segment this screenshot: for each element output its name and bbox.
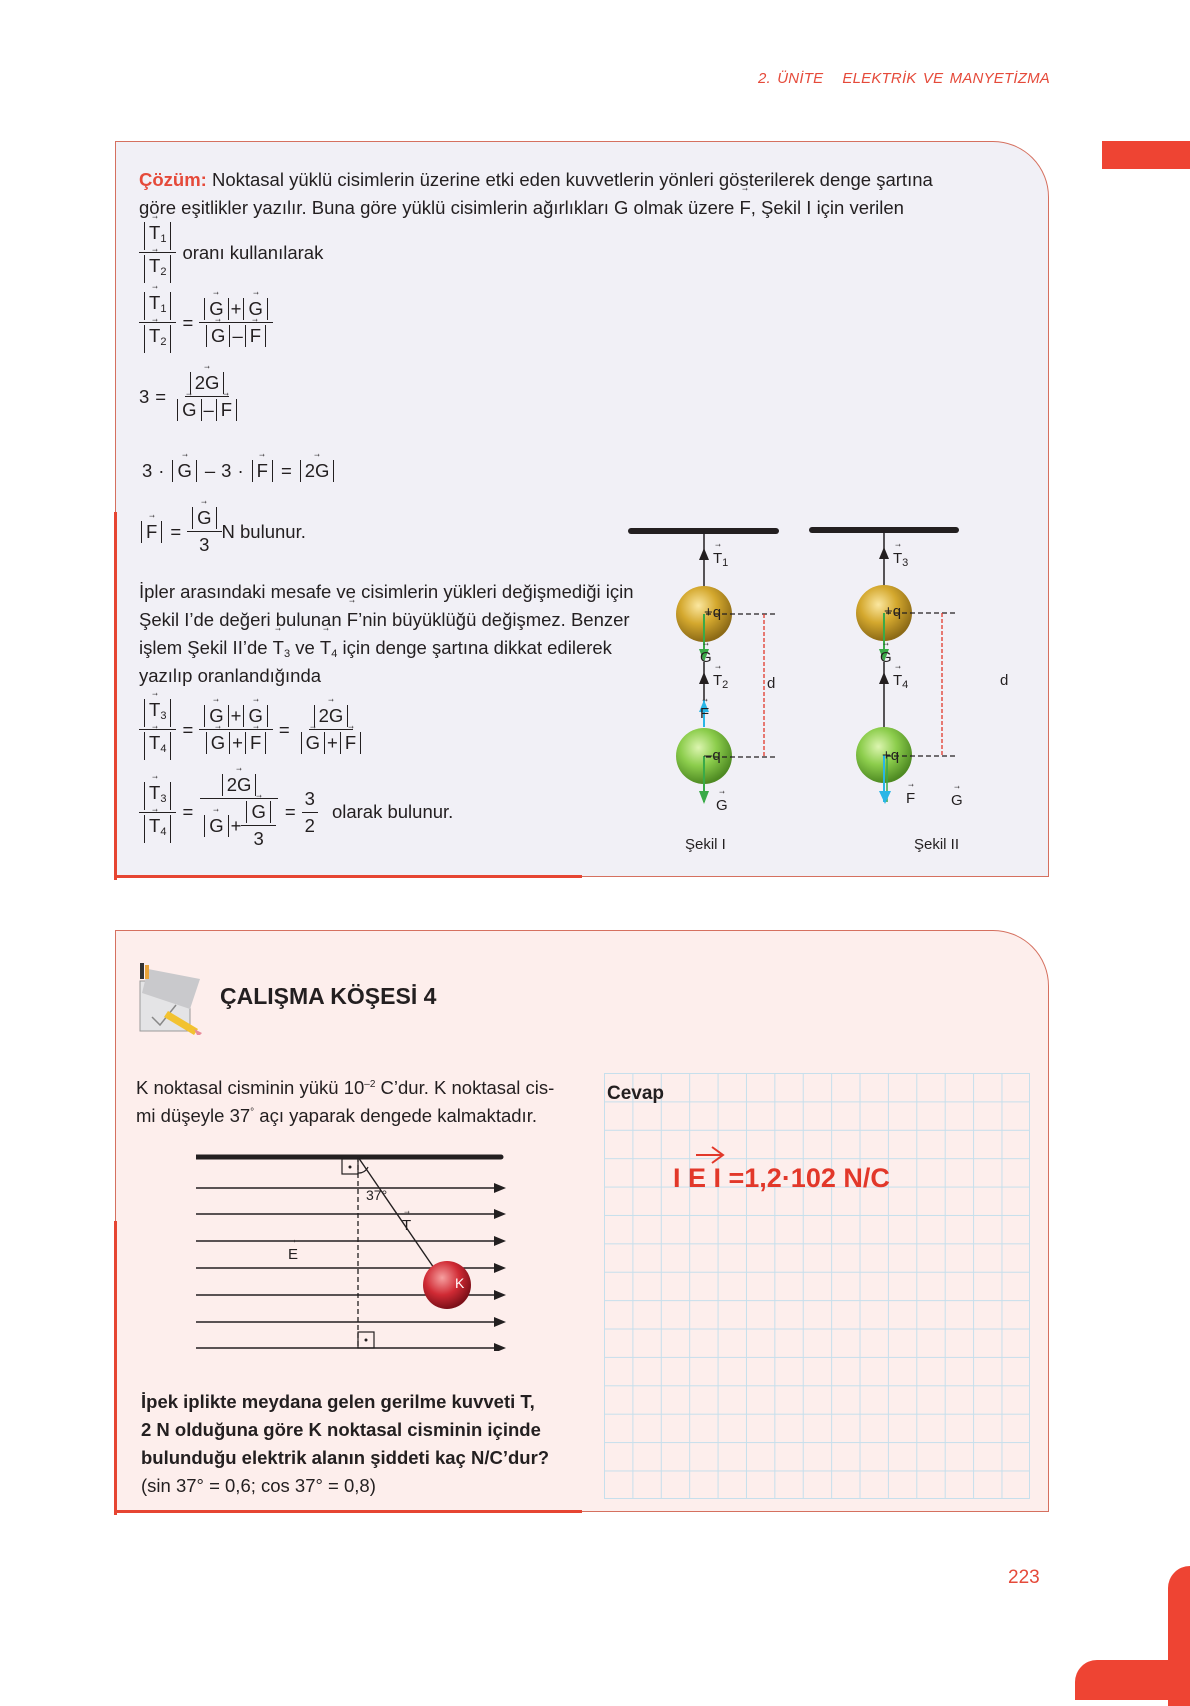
vector-g: → G [306, 732, 320, 754]
charges-diagram [626, 512, 1046, 832]
plus: + [232, 732, 243, 753]
answer-grid[interactable] [604, 1073, 1030, 1499]
accent-line [114, 1510, 582, 1513]
subscript: 3 [283, 648, 291, 660]
text: olarak bulunur. [331, 801, 454, 822]
vector-g: → G [197, 507, 211, 529]
page-number: 223 [1008, 1567, 1040, 1588]
text: C’dur. K noktasal cis- [375, 1077, 555, 1099]
g-label [700, 649, 712, 666]
notebook-pencil-icon [138, 959, 204, 1035]
vector-f: → F [906, 790, 915, 807]
subscript: 1 [160, 233, 167, 245]
vector-t: → T [713, 550, 722, 567]
t1-label [713, 550, 728, 569]
paragraph-line: İpler arasındaki mesafe ve cisimlerin yükleri değişmediği için [139, 581, 634, 602]
equals: = [182, 718, 194, 740]
vector-f: → F [700, 705, 709, 722]
vector-t: → T [273, 634, 284, 662]
vector-f: → F [250, 325, 261, 347]
paragraph-line [139, 606, 630, 634]
question-line: bulunduğu elektrik alanın şiddeti kaç N/C’dur? [141, 1447, 550, 1468]
paragraph-line: yazılıp oranlandığında [139, 665, 322, 686]
subscript: 2 [160, 266, 167, 278]
vector-t: → T [893, 550, 902, 567]
section-title: ÇALIŞMA KÖŞESİ 4 [220, 983, 437, 1009]
vector-2g: → 2G [305, 460, 330, 482]
fraction [172, 372, 242, 421]
plus: + [230, 298, 242, 319]
hint-text: (sin 37° = 0,6; cos 37° = 0,8) [141, 1475, 376, 1496]
intro-line [136, 1071, 554, 1102]
fraction [139, 699, 176, 760]
vector-f: → F [250, 732, 261, 754]
text: ’nin büyüklüğü değişmez. Benzer [358, 609, 630, 630]
subscript: 1 [722, 557, 729, 569]
number: 3 [302, 788, 318, 813]
vector-g: → G [248, 705, 262, 727]
fraction [199, 774, 279, 850]
vector-t: → T [149, 222, 160, 244]
f-label [700, 705, 709, 722]
distance-label: d [767, 675, 776, 692]
equation-1 [139, 292, 273, 353]
dot: · [237, 460, 244, 481]
number: 3 [253, 828, 264, 849]
vector-arrow-icon [694, 1145, 726, 1165]
vector-g: → G [211, 325, 225, 347]
equation-3 [142, 460, 336, 482]
text: oranı kullanılarak [182, 241, 324, 263]
text: K noktasal cisminin yükü 10 [136, 1077, 365, 1099]
charge-label: +q [884, 603, 902, 620]
question-line: 2 N olduğuna göre K noktasal cisminin içinde [141, 1419, 541, 1440]
vector-t: → T [149, 255, 160, 277]
t3-label [893, 550, 908, 569]
vector-g: → G [716, 797, 728, 814]
accent-line [114, 1221, 117, 1515]
plus: + [230, 705, 242, 726]
question-line: İpek iplikte meydana gelen gerilme kuvveti T, [141, 1391, 535, 1412]
work-corner-box [115, 930, 1049, 1512]
figure-caption: Şekil II [914, 836, 960, 853]
vector-g: → G [209, 705, 223, 727]
vector-e: → E [288, 1246, 298, 1263]
equals: = [284, 801, 296, 822]
vector-f: → F [347, 606, 358, 634]
side-tab-marker [1102, 141, 1190, 169]
t4-label [893, 672, 908, 691]
minus: – [203, 399, 214, 420]
vector-g: → G [209, 815, 223, 837]
text: ve [290, 637, 320, 658]
vector-2g: → 2G [319, 705, 344, 727]
equation-5 [139, 699, 366, 760]
vector-g: → G [700, 649, 712, 666]
equals: = [280, 460, 292, 481]
fraction [199, 705, 273, 754]
accent-line [114, 875, 582, 878]
text: Şekil I’de değeri bulunan [139, 609, 347, 630]
intro-line [136, 1099, 537, 1130]
exponent: –2 [364, 1079, 376, 1090]
unit-label: 2. ÜNİTE [758, 70, 824, 87]
vector-g: → G [211, 732, 225, 754]
vector-g: → G [182, 399, 196, 421]
vector-t: → T [893, 672, 902, 689]
subscript: 4 [902, 679, 909, 691]
vector-t: → T [149, 815, 160, 837]
number: 3 [221, 460, 232, 481]
field-label [288, 1246, 298, 1263]
equation-4 [139, 507, 306, 556]
answer-label: Cevap [607, 1083, 665, 1104]
fraction [139, 292, 176, 353]
t2-label [713, 672, 728, 691]
vector-g: → G [177, 460, 191, 482]
answer-value: I E I =1,2·102 N/C [673, 1163, 890, 1193]
number: 3 [142, 460, 153, 481]
page-header [758, 70, 1050, 87]
subscript: 3 [902, 557, 909, 569]
g-label [951, 792, 963, 809]
vector-t: → T [149, 699, 160, 721]
charge-label: –q [704, 747, 721, 764]
unit-title: ELEKTRİK VE MANYETİZMA [842, 70, 1050, 87]
subscript: 4 [160, 825, 167, 838]
ball-label: K [455, 1275, 465, 1291]
vector-t: → T [320, 634, 331, 662]
vector-t: → T [402, 1217, 411, 1234]
equals: = [278, 718, 290, 740]
vector-g: → G [248, 298, 262, 320]
solution-line-1 [139, 166, 933, 194]
solution-line-2 [139, 194, 904, 222]
equals: = [170, 520, 182, 542]
vector-f: → F [257, 460, 268, 482]
equals: = [182, 801, 194, 822]
subscript: 2 [722, 679, 729, 691]
number: 3 [139, 385, 150, 407]
subscript: 1 [160, 303, 167, 315]
angle-label: 37° [366, 1187, 388, 1203]
vector-t: → T [149, 782, 160, 804]
subscript: 2 [160, 336, 167, 348]
solution-box [115, 141, 1049, 877]
distance-label: d [1000, 672, 1009, 689]
accent-line [114, 512, 117, 880]
text: N bulunur. [221, 520, 306, 542]
vector-g: → G [209, 298, 223, 320]
subscript: 4 [160, 743, 167, 755]
plus: + [230, 814, 242, 836]
corner-decoration [1075, 1660, 1190, 1700]
f-label [906, 790, 915, 807]
fraction [139, 222, 176, 283]
plus: + [327, 732, 338, 753]
number: 2 [304, 814, 315, 836]
g-label [716, 797, 728, 814]
text: açı yaparak dengede kalmaktadır. [254, 1105, 537, 1127]
equation-6 [139, 774, 453, 850]
text: mi düşeyle 37 [136, 1105, 251, 1127]
text: işlem Şekil II’de [139, 637, 273, 658]
vector-f: → F [739, 194, 750, 222]
vector-2g: → 2G [195, 372, 220, 394]
number: 3 [199, 534, 210, 555]
subscript: 4 [331, 648, 338, 660]
fraction [199, 298, 273, 347]
fraction [302, 788, 318, 837]
ratio-t1-t2 [139, 222, 323, 283]
vector-f: → F [345, 732, 356, 754]
charge-label: +q [882, 747, 900, 764]
text: için denge şartına dikkat edilerek [337, 637, 612, 658]
dot: · [158, 460, 165, 481]
tension-label [402, 1217, 411, 1234]
vector-t: → T [713, 672, 722, 689]
equation-2 [139, 372, 242, 421]
vector-2g: → 2G [227, 774, 252, 796]
vector-f: → F [146, 521, 157, 543]
vector-t: → T [149, 325, 160, 347]
g-label [880, 649, 892, 666]
fraction [187, 507, 221, 556]
minus: – [204, 460, 216, 481]
degree: ° [250, 1107, 255, 1118]
vector-g: → G [951, 792, 963, 809]
fraction [296, 705, 367, 754]
vector-f: → F [221, 399, 232, 421]
fraction [139, 782, 176, 843]
subscript: 3 [160, 710, 167, 722]
subscript: 3 [160, 792, 167, 805]
equals: = [155, 385, 167, 407]
text: , Şekil I için verilen [750, 197, 904, 218]
text: göre eşitlikler yazılır. Buna göre yüklü cisimlerin ağırlıkları G olmak üzere [139, 197, 740, 218]
vector-g: → G [880, 649, 892, 666]
vector-t: → T [149, 292, 160, 314]
figure-caption: Şekil I [685, 836, 726, 853]
vector-t: → T [149, 732, 160, 754]
electric-field-diagram [196, 1151, 516, 1351]
minus: – [232, 325, 243, 346]
solution-label: Çözüm: [139, 169, 207, 190]
vector-g: → G [251, 801, 265, 823]
charge-label: +q [704, 604, 722, 621]
text: Noktasal yüklü cisimlerin üzerine etki eden kuvvetlerin yönleri gösterilerek denge şartına [206, 169, 933, 190]
equals: = [182, 311, 194, 333]
